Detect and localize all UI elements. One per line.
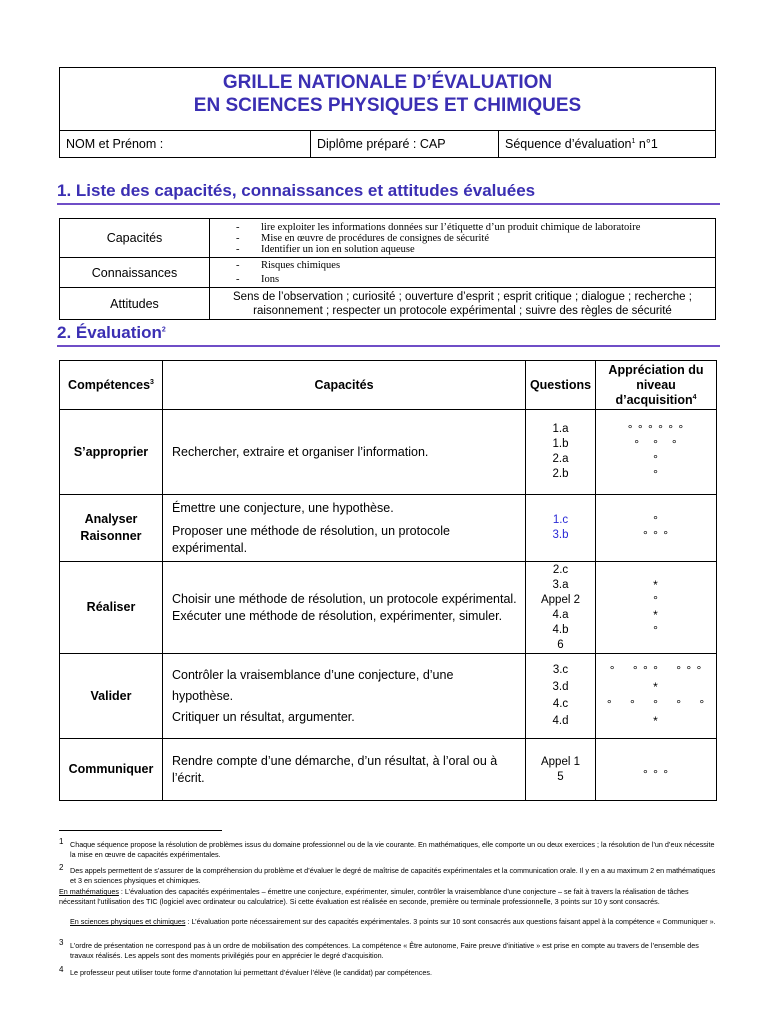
questions-cell: 2.c 3.a Appel 2 4.a 4.b 6 [526,562,596,654]
footnote-3: 3 L’ordre de présentation ne correspond pas à un ordre de mobilisation des compétences. La compétence « Être autonome, Faire preuve d’initiative » est prise en compte au travers de l’ensemble des travaux réalisés. Les appels sont des moments privilégiés pour en apprécier le degré d’acquisition. [59,938,699,960]
competence-analyser-raisonner: Analyser Raisonner [60,495,163,562]
questions-cell: 3.c 3.d 4.c 4.d [526,654,596,739]
capacites-content [210,219,716,258]
list-item: - Ions [236,273,715,287]
section-1-number: 1. [57,181,72,200]
footnote-2-sciences: En sciences physiques et chimiques : L’évaluation porte nécessairement sur des capacités expérimentales. 3 points sur 10 sont consacrés aux questions faisant appel à la compétence « Communiquer ». [70,917,716,926]
table-row [60,410,717,495]
capacites-table [59,218,716,320]
table-row [60,654,717,739]
competence-sapproprier: S’approprier [60,410,163,495]
competence-communiquer: Communiquer [60,739,163,801]
header-box [59,67,716,158]
questions-cell: 1.c 3.b [526,495,596,562]
table-row [60,288,716,320]
competence-realiser: Réaliser [60,562,163,654]
sequence-cell [499,131,716,158]
table-row [60,258,716,288]
appreciation-cell: ° ° ° [596,739,717,801]
connaissances-label: Connaissances [60,258,210,288]
table-row [60,739,717,801]
capacites-cell: Choisir une méthode de résolution, un protocole expérimental. Exécuter une méthode de résolution, expérimenter, simuler. [163,562,526,654]
capacites-cell: Émettre une conjecture, une hypothèse. Proposer une méthode de résolution, un protocole expérimental. [163,495,526,562]
footnote-separator [59,830,222,831]
attitudes-label: Attitudes [60,288,210,320]
header-questions: Questions [526,361,596,410]
list-item: - Mise en œuvre de procédures de consignes de sécurité [236,233,715,244]
section-1-title: Liste des capacités, connaissances et attitudes évaluées [75,181,536,200]
sequence-label: Séquence d’évaluation [505,137,632,151]
capacites-list [210,222,715,255]
capacites-cell: Contrôler la vraisemblance d’une conjecture, d’une hypothèse. Critiquer un résultat, argumenter. [163,654,526,739]
section-2-title: Évaluation [75,323,162,342]
table-row [60,495,717,562]
header-appreciation: Appréciation du niveau d’acquisition$^4$ [596,361,717,410]
capacites-cell: Rechercher, extraire et organiser l’information. [163,410,526,495]
list-item: - lire exploiter les informations données sur l’étiquette d’un produit chimique de laboratoire [236,222,715,233]
section-1-heading [57,180,720,205]
list-item: - Risques chimiques [236,259,715,273]
footnote-4: 4 Le professeur peut utiliser toute forme d’annotation lui permettant d’évaluer l’élève (le candidat) par compétences. [59,965,432,977]
header-competences: Compétences$^3$ [60,361,163,410]
questions-cell: 1.a 1.b 2.a 2.b [526,410,596,495]
nom-prenom-cell [60,131,311,158]
header-capacites: Capacités [163,361,526,410]
connaissances-content [210,258,716,288]
questions-cell: Appel 1 5 [526,739,596,801]
diplome-cell [311,131,499,158]
appreciation-cell: ° ° ° ° ° ° ° * ° ° ° ° ° * [596,654,717,739]
appreciation-cell: * ° * ° [596,562,717,654]
appreciation-cell: ° ° ° ° [596,495,717,562]
connaissances-list [210,259,715,287]
evaluation-table [59,360,717,801]
footnote-2: 2 Des appels permettent de s’assurer de la compréhension du problème et d’évaluer le degré de maîtrise de capacités expérimentales et la communication orale. Il y en a au maximum 2 en mathématiques et 3 en sciences physiques et chimiques. [59,863,716,885]
table-row [60,562,717,654]
capacites-label: Capacités [60,219,210,258]
section-2-number: 2. [57,323,72,342]
title-line-2: EN SCIENCES PHYSIQUES ET CHIMIQUES [193,95,582,116]
diplome-label: Diplôme préparé : CAP [317,137,446,151]
footnote-ref-2: 2 [161,326,166,334]
appreciation-cell: ° ° ° ° ° ° ° ° ° ° ° [596,410,717,495]
list-item: - Identifier un ion en solution aqueuse [236,244,715,255]
footnote-2-math: En mathématiques : L’évaluation des capacités expérimentales – émettre une conjecture, expérimenter, simuler, contrôler la vraisemblance d’une conjecture – se fait à travers la réalisation de tâches nécessitant l’utilisation des TIC (logiciel avec ordinateur ou calculatrice). Si cette évaluation est réalisée en seconde, première ou terminale professionnelle, 3 points sur 10 y sont consacrés. [59,887,689,906]
title-line-1: GRILLE NATIONALE D’ÉVALUATION [222,72,553,93]
footnote-ref-1: 1 [631,137,636,145]
competence-valider: Valider [60,654,163,739]
footnote-1: 1 Chaque séquence propose la résolution de problèmes issus du domaine professionnel ou de la vie courante. En mathématiques, elle comporte un ou deux exercices ; la résolution de l’un d’eux nécessite la mise en œuvre de capacités expérimentales. [59,837,715,859]
nom-prenom-label: NOM et Prénom : [66,137,164,151]
sequence-number: n°1 [635,137,658,151]
page-title [60,68,715,131]
section-2-heading [57,322,720,347]
capacites-cell: Rendre compte d’une démarche, d’un résultat, à l’oral ou à l’écrit. [163,739,526,801]
table-header-row [60,361,717,410]
table-row [60,219,716,258]
attitudes-content: Sens de l’observation ; curiosité ; ouverture d’esprit ; esprit critique ; dialogue ; recherche ; raisonnement ; respecter un protocole expérimental ; suivre des règles de sécurité [210,288,716,320]
